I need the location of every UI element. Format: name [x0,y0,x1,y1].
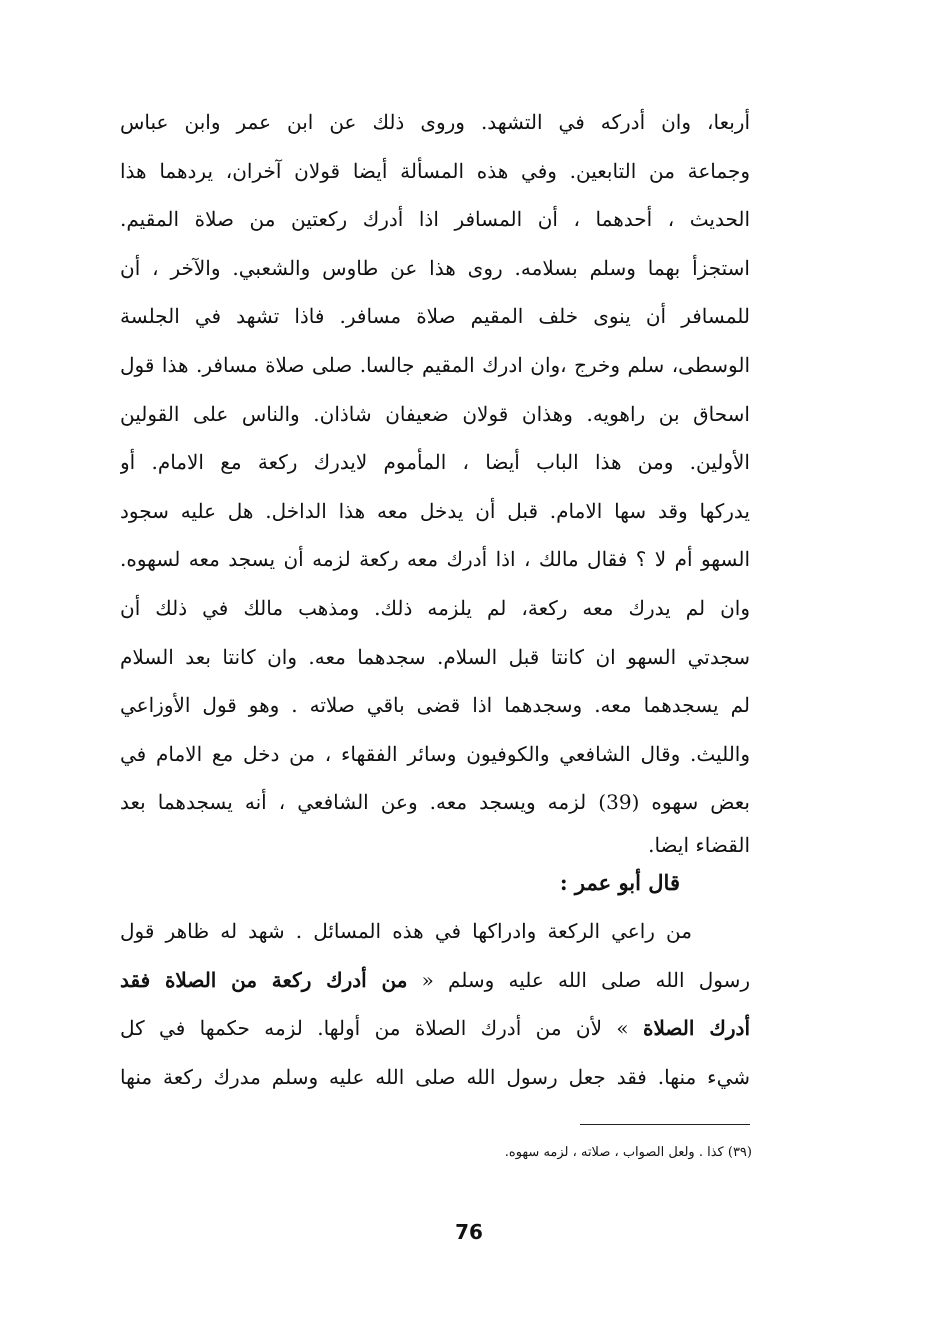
text-line: الأولين. ومن هذا الباب أيضا ، المأموم لايدرك ركعة مع الامام. أو [120,450,750,475]
text-run: » لأن من أدرك الصلاة من أولها. لزمه حكمها في كل [120,1016,644,1041]
footnote [300,1139,752,1167]
text-line: استجزأ بهما وسلم بسلامه. روى هذا عن طاوس والشعبي. والآخر ، أن [120,255,750,280]
footnote-divider [580,1124,750,1125]
footnote-marker: (٣٩) [727,1145,752,1160]
text-line: من راعي الركعة وادراكها في هذه المسائل . شهد له ظاهر قول [120,918,692,943]
section-heading: قال أبو عمر : [559,869,680,895]
text-line: أربعا، وان أدركه في التشهد. وروى ذلك عن ابن عمر وابن عباس [120,110,750,134]
text-line: بعض سهوه (39) لزمه ويسجد معه. وعن الشافعي ، أنه يسجدهما بعد [120,790,750,815]
text-line: وان لم يدرك معه ركعة، لم يلزمه ذلك. ومذهب مالك في ذلك أن [120,595,750,620]
text-line: يدركها وقد سها الامام. قبل أن يدخل معه هذا الداخل. هل عليه سجود [120,498,750,523]
text-line: السهو أم لا ؟ فقال مالك ، اذا أدرك معه ركعة لزمه أن يسجد معه لسهوه. [120,547,750,572]
text-line [120,956,750,1005]
text-line: وجماعة من التابعين. وفي هذه المسألة أيضا قولان آخران، يردهما هذا [120,158,750,183]
text-line [120,1004,750,1053]
footnote-text: كذا . ولعل الصواب ، صلاته ، لزمه سهوه. [504,1145,724,1160]
text-line: والليث. وقال الشافعي والكوفيون وسائر الفقهاء ، من دخل مع الامام في [120,741,750,766]
text-line: للمسافر أن ينوى خلف المقيم صلاة مسافر. فاذا تشهد في الجلسة [120,304,750,329]
text-line: الحديث ، أحدهما ، أن المسافر اذا أدرك ركعتين من صلاة المقيم. [120,207,750,232]
text-line: شيء منها. فقد جعل رسول الله صلى الله عليه وسلم مدرك ركعة منها [120,1064,750,1089]
hadith-quote: من أدرك ركعة من الصلاة فقد [120,967,408,992]
text-line: اسحاق بن راهويه. وهذان قولان ضعيفان شاذان. والناس على القولين [120,401,750,426]
hadith-quote: أدرك الصلاة [643,1016,750,1041]
text-line: القضاء ايضا. [648,832,750,857]
text-line: لم يسجدهما معه. وسجدهما اذا قضى باقي صلاته . وهو قول الأوزاعي [120,693,750,718]
text-run: رسول الله صلى الله عليه وسلم « [407,967,750,992]
text-line: سجدتي السهو ان كانتا قبل السلام. سجدهما معه. وان كانتا بعد السلام [120,644,750,669]
main-text [120,98,750,1101]
text-line: الوسطى، سلم وخرج ،وان ادرك المقيم جالسا. صلى صلاة مسافر. هذا قول [120,352,750,377]
page-number: 76 [455,1220,483,1244]
